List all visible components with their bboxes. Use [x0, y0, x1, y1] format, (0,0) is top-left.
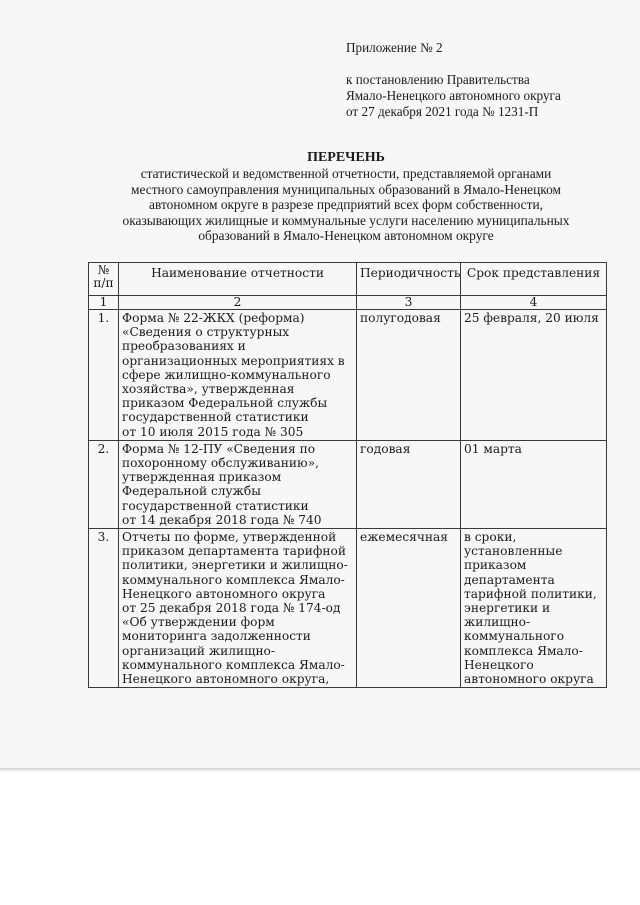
table-row	[89, 529, 607, 688]
report-table	[88, 262, 607, 688]
report-deadline-line: коммунального	[464, 629, 565, 644]
report-deadline-line: Ненецкого	[464, 657, 534, 672]
column-index: 1	[89, 296, 119, 310]
report-periodicity: годовая	[357, 440, 461, 528]
annex-number: Приложение № 2	[346, 40, 443, 55]
report-name-line: «Сведения о структурных	[122, 325, 290, 340]
subtitle-line: статистической и ведомственной отчетности, представляемой органами	[140, 166, 552, 181]
report-deadline-line: приказом	[464, 558, 527, 573]
report-name-line: Форма № 22-ЖКХ (реформа)	[122, 311, 305, 325]
report-deadline-line: департамента	[464, 572, 555, 587]
document-title-block	[98, 150, 594, 244]
report-periodicity: ежемесячная	[357, 529, 461, 688]
column-index: 4	[461, 296, 607, 310]
report-deadline-line: энергетики и	[464, 601, 551, 616]
column-index: 2	[119, 296, 357, 310]
report-name-line: преобразованиях и	[122, 339, 246, 354]
report-name-line: хозяйства», утвержденная	[122, 382, 295, 397]
row-number: 3.	[89, 529, 119, 688]
report-deadline-line: комплекса Ямало-	[464, 643, 583, 658]
report-name-line: похоронному обслуживанию»,	[122, 456, 319, 471]
report-name-line: мониторинга задолженности	[122, 629, 311, 644]
subtitle-line: оказывающих жилищные и коммунальные услуги населению муниципальных	[122, 212, 570, 228]
report-name-line: Ненецкого автономного округа,	[122, 672, 330, 687]
annex-header	[346, 40, 561, 120]
report-name-line: Форма № 12-ПУ «Сведения по	[122, 441, 316, 456]
header-name: Наименование отчетности	[119, 263, 357, 296]
report-deadline-line: автономного округа	[464, 672, 594, 687]
report-name-line: коммунального комплекса Ямало-	[122, 657, 345, 672]
report-name-line: приказом департамента тарифной	[122, 544, 346, 559]
report-deadline-line: установленные	[464, 544, 563, 559]
subtitle-line: местного самоуправления муниципальных образований в Ямало-Ненецком	[131, 181, 561, 197]
report-name-line: коммунального комплекса Ямало-	[122, 572, 345, 587]
table-header-row	[89, 263, 607, 296]
report-name-line: политики, энергетики и жилищно-	[122, 558, 348, 573]
report-name	[119, 440, 357, 528]
subtitle-line: образований в Ямало-Ненецком автономном округе	[198, 228, 494, 243]
row-number: 1.	[89, 310, 119, 441]
row-number: 2.	[89, 440, 119, 528]
report-name-line: Ненецкого автономного округа	[122, 586, 326, 601]
report-name-line: государственной статистики	[122, 498, 309, 513]
report-name-line: организаций жилищно-	[122, 643, 276, 658]
report-name-line: государственной статистики	[122, 410, 309, 425]
report-deadline	[461, 310, 607, 441]
report-name	[119, 310, 357, 441]
report-name	[119, 529, 357, 688]
column-index-row	[89, 296, 607, 310]
report-deadline-line: 25 февраля, 20 июля	[464, 311, 599, 325]
report-periodicity: полугодовая	[357, 310, 461, 441]
column-index: 3	[357, 296, 461, 310]
report-name-line: от 14 декабря 2018 года № 740	[122, 512, 322, 527]
report-name-line: «Об утверждении форм	[122, 615, 275, 630]
report-deadline-line: 01 марта	[464, 441, 522, 456]
report-name-line: утвержденная приказом	[122, 470, 282, 485]
annex-ref-line: к постановлению Правительства	[346, 72, 530, 87]
report-deadline-line: в сроки,	[464, 530, 517, 545]
report-deadline-line: тарифной политики,	[464, 586, 597, 601]
report-name-line: от 25 декабря 2018 года № 174-од	[122, 601, 341, 616]
report-name-line: сфере жилищно-коммунального	[122, 367, 331, 382]
report-name-line: организационных мероприятиях в	[122, 353, 345, 368]
header-num: № п/п	[89, 263, 119, 296]
header-period: Периодичность	[357, 263, 461, 296]
subtitle-line: автономном округе в разрезе предприятий всех форм собственности,	[149, 197, 543, 212]
page-edge	[0, 768, 640, 772]
table-row	[89, 310, 607, 441]
report-name-line: Отчеты по форме, утвержденной	[122, 530, 337, 545]
report-deadline	[461, 440, 607, 528]
document-title: ПЕРЕЧЕНЬ	[307, 150, 385, 165]
report-name-line: приказом Федеральной службы	[122, 396, 328, 411]
report-name-line: Федеральной службы	[122, 484, 261, 499]
table-row	[89, 440, 607, 528]
header-deadline: Срок представления	[461, 263, 607, 296]
report-name-line: от 10 июля 2015 года № 305	[122, 424, 304, 439]
report-deadline	[461, 529, 607, 688]
report-deadline-line: жилищно-	[464, 615, 531, 630]
annex-ref-line: от 27 декабря 2021 года № 1231-П	[346, 104, 539, 119]
annex-ref-line: Ямало-Ненецкого автономного округа	[346, 88, 561, 103]
